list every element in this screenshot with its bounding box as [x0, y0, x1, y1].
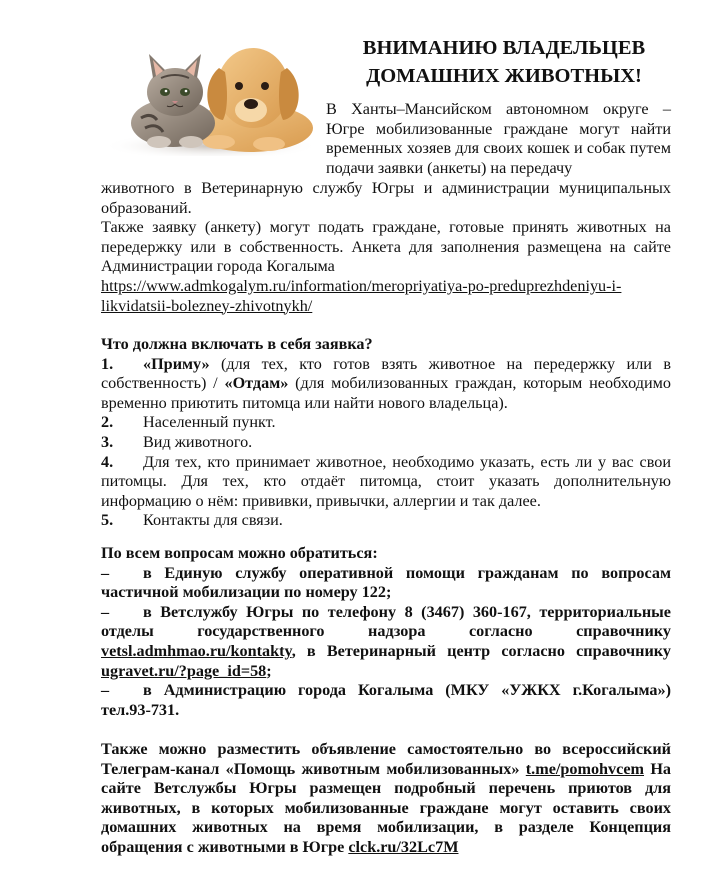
list-number: 2.: [101, 413, 114, 432]
admkogalym-link[interactable]: https://www.admkogalym.ru/information/meropriyatiya-po-preduprezhdeniyu-i-likvidatsii-bolezney-zhivotnykh/: [101, 276, 622, 315]
list-number: 4.: [101, 452, 114, 471]
paragraph-2: [101, 218, 671, 277]
dash-bullet: –: [101, 602, 110, 621]
admin-link-paragraph: [101, 277, 671, 316]
list-item-text: (для мобилизованных граждан, которым необходимо временно приютить питомца или найти нового владельца).: [101, 374, 672, 412]
title-line-2: ДОМАШНИХ ЖИВОТНЫХ!: [366, 65, 642, 87]
final-section: [101, 740, 671, 858]
list-item-text: Населенный пункт.: [143, 413, 276, 432]
list-item-text: Вид животного.: [143, 432, 253, 451]
ugravet-link[interactable]: ugravet.ru/?page_id=58: [101, 661, 267, 680]
contact-text: в Администрацию города Когалыма (МКУ «УЖКХ г.Когалыма») тел.93-731.: [101, 681, 671, 719]
list-number: 5.: [101, 511, 114, 530]
list-number: 3.: [101, 432, 114, 451]
final-text: На сайте Ветслужбы Югры размещен подробный перечень приютов для животных, в которых мобилизованные граждане могут оставить своих домашних животных на время мобилизации, в разделе Концепция обращения с животными в Югре: [101, 759, 671, 856]
paragraph-2-text: Также заявку (анкету) могут подать граждане, готовые принять животных на передержку или в собственность. Анкета для заполнения размещена на сайте Администрации города Когалыма: [101, 218, 671, 276]
dash-bullet: –: [101, 681, 110, 700]
list-item-text: Контакты для связи.: [143, 511, 283, 530]
telegram-link[interactable]: t.me/pomohvcem: [525, 759, 645, 778]
contact-item-2: [101, 603, 671, 681]
list-number: 1.: [101, 354, 114, 373]
contact-item-3: [101, 681, 671, 720]
list-item-1: [101, 355, 671, 414]
contact-text: в Ветслужбу Югры по телефону 8 (3467) 360-167, территориальные отделы государственного надзора согласно справочнику: [101, 602, 671, 641]
give-label: «Отдам»: [224, 374, 289, 393]
list-item-4: [101, 453, 671, 512]
concept-link[interactable]: clck.ru/32Lc7M: [348, 837, 459, 856]
title-line-1: ВНИМАНИЮ ВЛАДЕЛЬЦЕВ: [362, 37, 646, 59]
list-item-2: [101, 413, 671, 433]
dash-bullet: –: [101, 563, 110, 582]
accept-label: «Приму»: [143, 354, 210, 373]
main-text: [101, 179, 671, 316]
contacts-heading: По всем вопросам можно обратиться:: [101, 544, 378, 562]
final-text: Также можно разместить объявление самостоятельно во всероссийский Телеграм-канал «Помощь животным мобилизованных»: [101, 740, 671, 778]
kitten-puppy-photo: [101, 28, 315, 156]
request-section: [101, 335, 671, 531]
list-item-5: [101, 511, 671, 531]
contact-text: , в Ветеринарный центр согласно справочнику: [291, 641, 671, 660]
list-item-text: (для тех, кто готов взять животное на передержку или в собственность) /: [101, 354, 671, 393]
list-item-3: [101, 433, 671, 453]
intro-continuation: животного в Ветеринарную службу Югры и администрации муниципальных образований.: [101, 179, 671, 217]
request-heading: Что должна включать в себя заявка?: [101, 335, 373, 353]
contact-text: в Единую службу оперативной помощи гражданам по вопросам частичной мобилизации по номеру 122;: [101, 563, 671, 602]
contacts-section: [101, 544, 671, 720]
vetsl-link[interactable]: vetsl.admhmao.ru/kontakty: [101, 641, 292, 660]
contact-item-1: [101, 564, 671, 603]
list-item-text: Для тех, кто принимает животное, необходимо указать, есть ли у вас свои питомцы. Для тех, кто отдаёт питомца, стоит указать дополнительную информацию о нём: прививки, привычки, аллергии и так далее.: [101, 452, 671, 510]
intro-paragraph: В Ханты–Мансийском автономном округе – Югре мобилизованные граждане могут найти временных хозяев для своих кошек и собак путем подачи заявки (анкеты) на передачу: [326, 100, 671, 177]
contact-text: ;: [266, 661, 272, 680]
page-title: [322, 34, 686, 90]
final-paragraph: [101, 740, 671, 858]
